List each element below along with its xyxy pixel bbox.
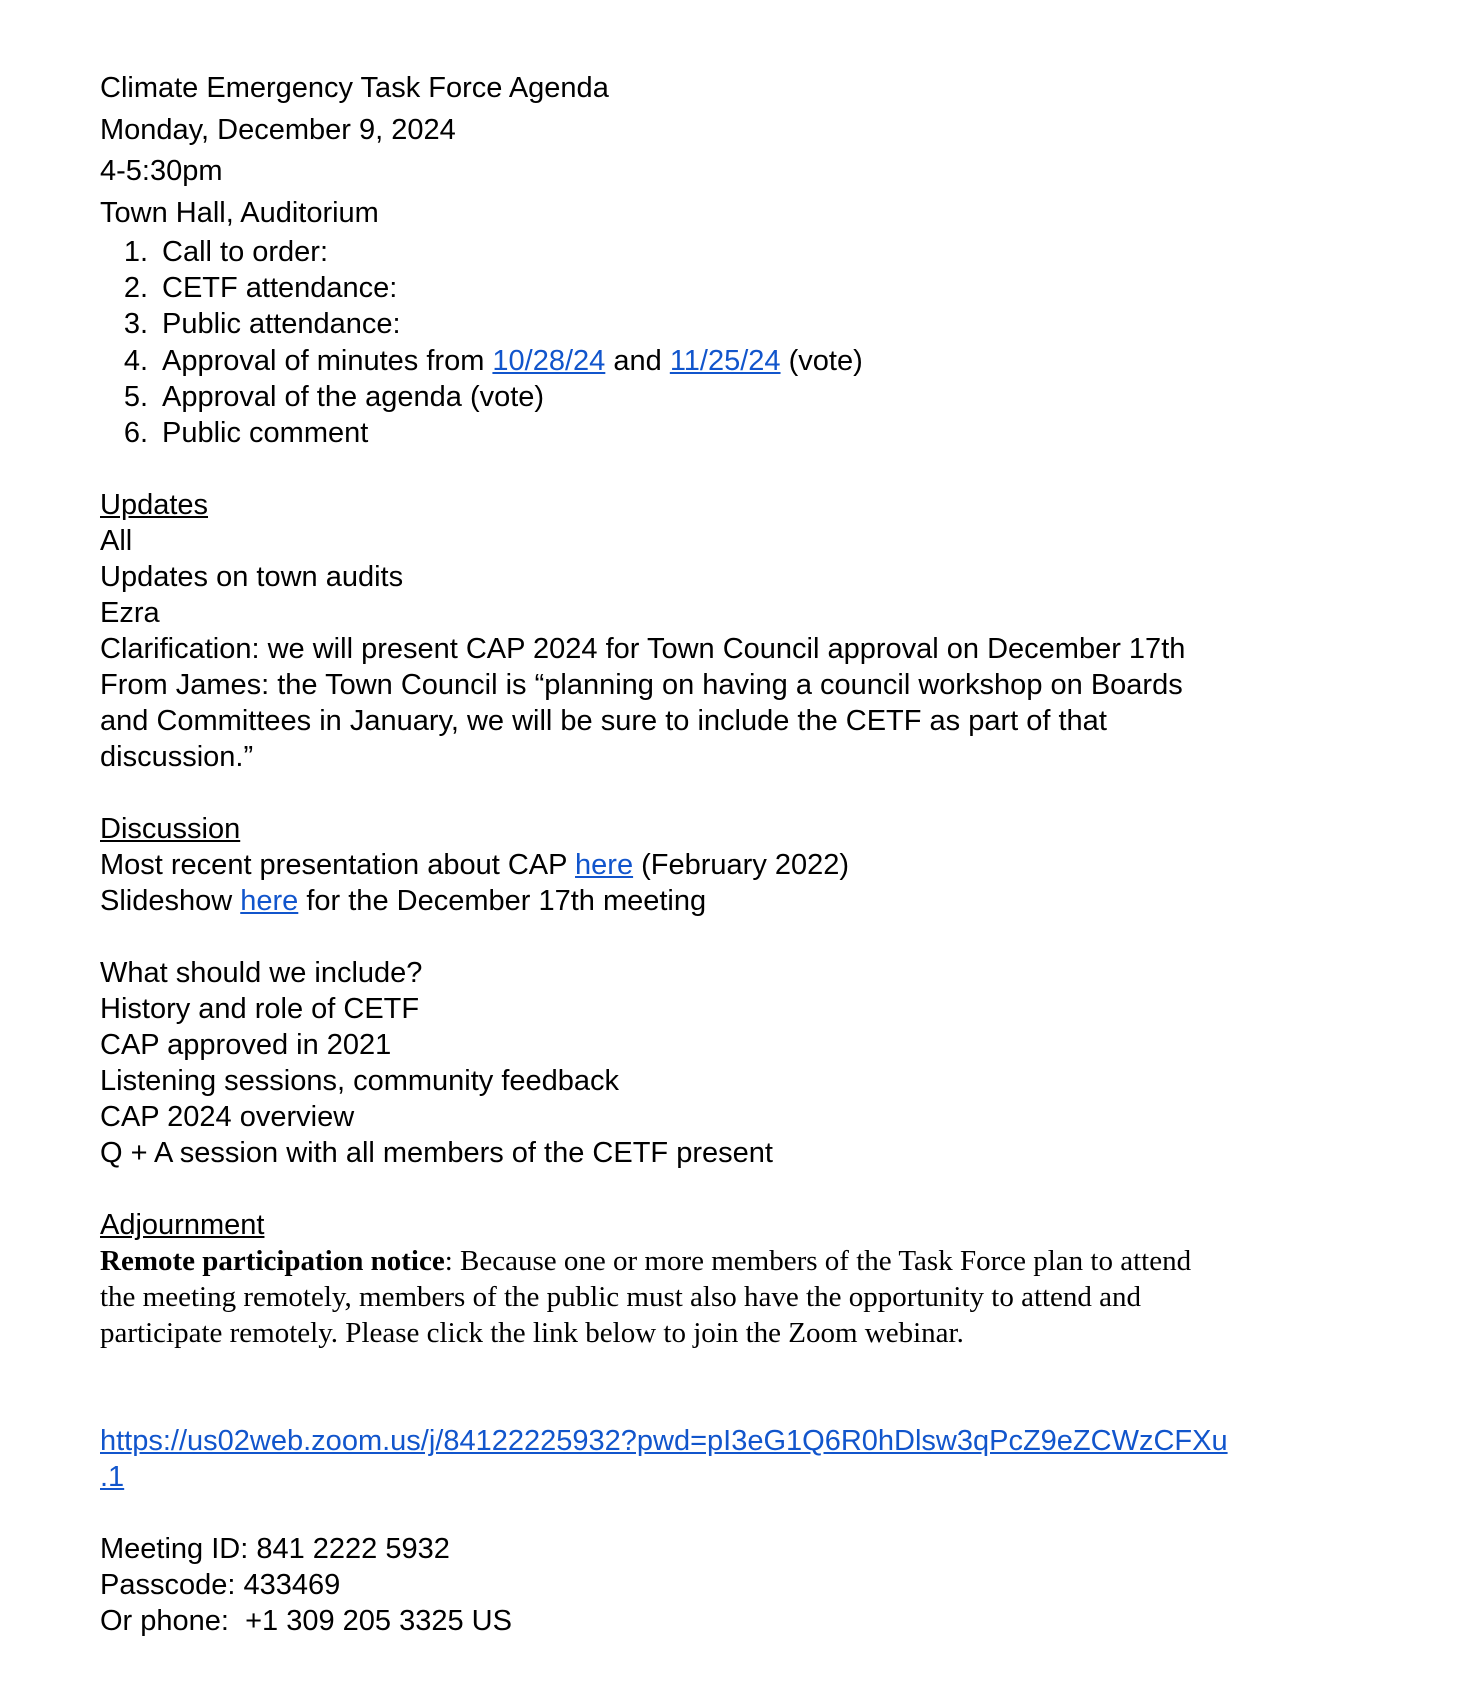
minutes-11-25-24-link[interactable]: 11/25/24: [669, 344, 781, 377]
agenda-item: [100, 379, 1400, 415]
zoom-url-line[interactable]: .1: [100, 1461, 125, 1494]
minutes-10-28-24-link[interactable]: 10/28/24: [492, 344, 606, 377]
remote-notice-line: [100, 1243, 1400, 1279]
updates-line: From James: the Town Council is “planning on having a council workshop on Boards: [100, 669, 1183, 702]
agenda-item-number: 5.: [123, 380, 148, 413]
presentation-here-link[interactable]: here: [575, 849, 634, 882]
agenda-item: [100, 234, 1400, 270]
zoom-url-line[interactable]: https://us02web.zoom.us/j/84122225932?pwd=pI3eG1Q6R0hDlsw3qPcZ9eZCWzCFXu: [100, 1425, 1228, 1458]
slideshow-line: [100, 883, 1400, 919]
agenda-item-number: 4.: [123, 344, 148, 377]
minutes-approval-text: Approval of minutes from: [162, 344, 493, 377]
spacer: [100, 919, 1400, 955]
slideshow-meeting-text: for the December 17th meeting: [298, 885, 707, 918]
spacer: [100, 451, 1400, 487]
discussion-heading: Discussion: [100, 813, 241, 846]
spacer: [100, 1171, 1400, 1207]
updates-line: and Committees in January, we will be sure to include the CETF as part of that: [100, 705, 1107, 738]
presentation-text: Most recent presentation about CAP: [100, 849, 576, 882]
agenda-item: [100, 270, 1400, 306]
meeting-time: 4-5:30pm: [100, 155, 223, 187]
slideshow-here-link[interactable]: here: [240, 885, 299, 918]
updates-line: Clarification: we will present CAP 2024 for Town Council approval on December 17th: [100, 633, 1186, 666]
remote-notice-label: Remote participation notice: [100, 1245, 445, 1278]
remote-notice-line: participate remotely. Please click the link below to join the Zoom webinar.: [100, 1317, 964, 1350]
agenda-item-text: CETF attendance:: [162, 272, 398, 305]
remote-notice-line: the meeting remotely, members of the public must also have the opportunity to attend and: [100, 1281, 1142, 1314]
include-line: History and role of CETF: [100, 993, 420, 1026]
agenda-item-text: Approval of the agenda (vote): [162, 380, 545, 413]
updates-heading: Updates: [100, 489, 209, 522]
agenda-item-text: Call to order:: [162, 236, 329, 268]
presentation-line: [100, 847, 1400, 883]
spacer: [100, 1495, 1400, 1531]
presentation-date-text: (February 2022): [633, 849, 850, 882]
include-line: CAP approved in 2021: [100, 1029, 392, 1062]
agenda-list: [100, 234, 1400, 451]
agenda-document: [100, 68, 1400, 1639]
agenda-item-text: Public comment: [162, 417, 369, 450]
spacer: [100, 1387, 1400, 1423]
updates-line: Ezra: [100, 597, 160, 630]
updates-section: [100, 487, 1400, 775]
vote-text: (vote): [780, 344, 863, 377]
meeting-date: Monday, December 9, 2024: [100, 113, 456, 146]
include-line: Q + A session with all members of the CETF present: [100, 1137, 773, 1170]
agenda-item: [100, 415, 1400, 451]
spacer: [100, 775, 1400, 811]
passcode: Passcode: 433469: [100, 1569, 341, 1602]
document-title: Climate Emergency Task Force Agenda: [100, 72, 609, 104]
document-header: [100, 68, 1400, 234]
meeting-id: Meeting ID: 841 2222 5932: [100, 1533, 450, 1566]
agenda-item-text: Public attendance:: [162, 308, 401, 341]
include-line: CAP 2024 overview: [100, 1101, 355, 1134]
include-line: Listening sessions, community feedback: [100, 1065, 620, 1098]
agenda-item-text: [162, 343, 863, 379]
agenda-item-number: 1.: [123, 236, 148, 268]
agenda-item: [100, 306, 1400, 342]
include-line: What should we include?: [100, 957, 423, 990]
adjournment-section: [100, 1207, 1400, 1639]
remote-notice-text: : Because one or more members of the Task Force plan to attend: [444, 1245, 1192, 1278]
agenda-item: [100, 343, 1400, 379]
agenda-item-number: 3.: [123, 308, 148, 341]
remote-notice: [100, 1243, 1400, 1351]
agenda-item-number: 6.: [123, 417, 148, 450]
spacer: [100, 1351, 1400, 1387]
zoom-webinar-link[interactable]: [100, 1423, 1355, 1495]
conjunction-text: and: [605, 344, 670, 377]
updates-line: Updates on town audits: [100, 561, 404, 594]
updates-line: All: [100, 525, 133, 558]
discussion-section: [100, 811, 1400, 1171]
slideshow-text: Slideshow: [100, 885, 241, 918]
updates-line: discussion.”: [100, 741, 254, 774]
phone-number: Or phone: +1 309 205 3325 US: [100, 1605, 512, 1638]
adjournment-heading: Adjournment: [100, 1209, 265, 1242]
meeting-location: Town Hall, Auditorium: [100, 196, 379, 229]
agenda-item-number: 2.: [123, 272, 148, 305]
